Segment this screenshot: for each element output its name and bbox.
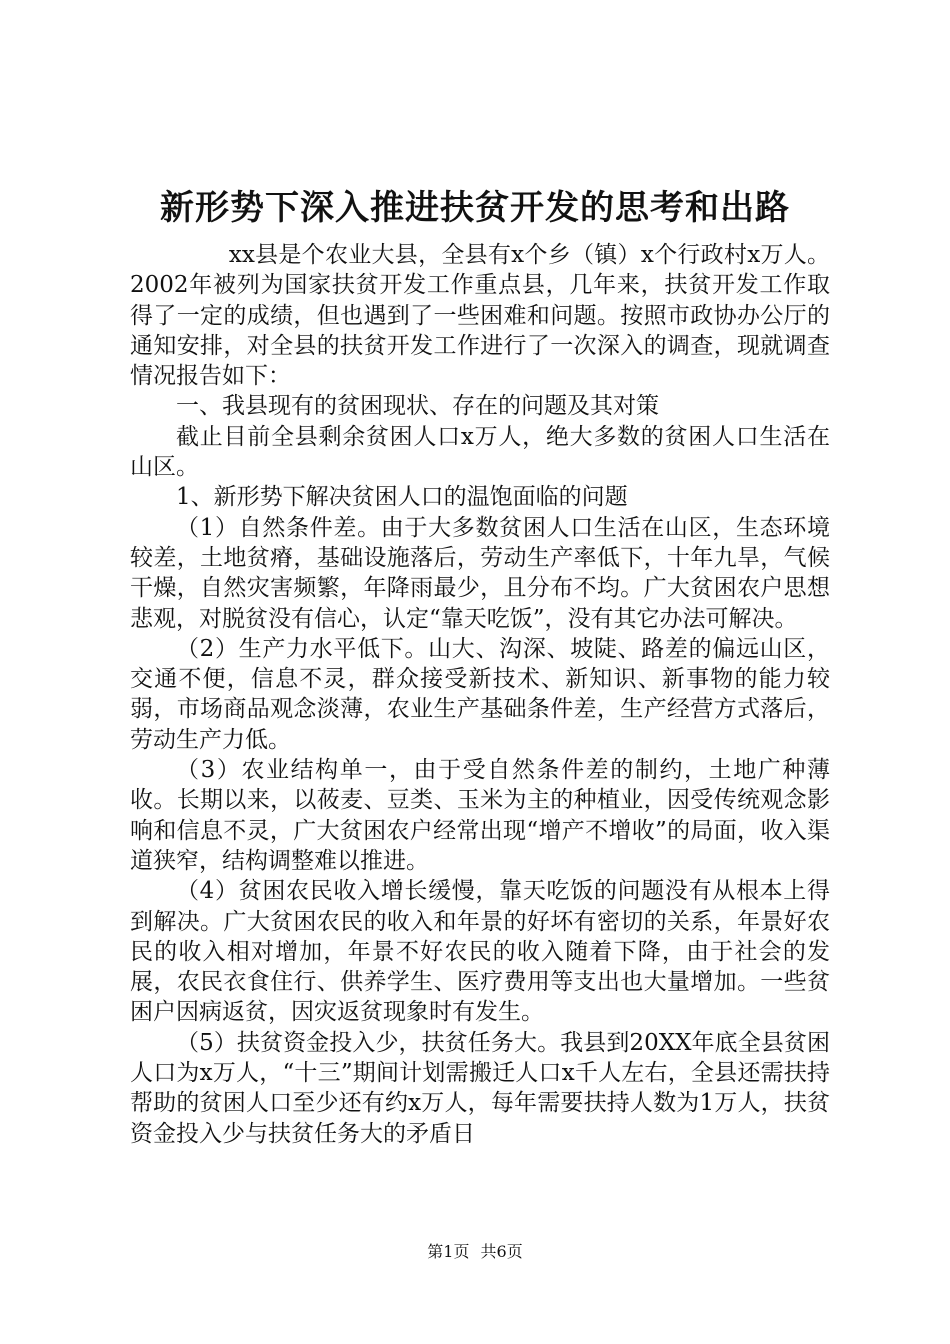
- paragraph-item-5: （5）扶贫资金投入少，扶贫任务大。我县到20XX年底全县贫困人口为x万人，“十三”期间计划需搬迁人口x千人左右，全县还需扶持帮助的贫困人口至少还有约x万人，每年需要扶持人数为1万人，扶贫资金投入少与扶贫任务大的矛盾日: [130, 1029, 830, 1147]
- subsection-heading-1: 1、新形势下解决贫困人口的温饱面临的问题: [176, 484, 628, 511]
- document-body: [130, 240, 830, 1149]
- paragraph-item-2: （2）生产力水平低下。山大、沟深、坡陡、路差的偏远山区，交通不便，信息不灵，群众接受新技术、新知识、新事物的能力较弱，市场商品观念淡薄，农业生产基础条件差，生产经营方式落后，劳动生产力低。: [130, 635, 830, 753]
- paragraph-poverty-status: 截止目前全县剩余贫困人口x万人，绝大多数的贫困人口生活在山区。: [130, 423, 830, 481]
- paragraph-item-1: （1）自然条件差。由于大多数贫困人口生活在山区，生态环境较差，土地贫瘠，基础设施落后，劳动生产率低下，十年九旱，气候干燥，自然灾害频繁，年降雨最少，且分布不均。广大贫困农户思想悲观，对脱贫没有信心，认定“靠天吃饭”，没有其它办法可解决。: [130, 514, 830, 632]
- page-footer: 第1页 共6页: [427, 1242, 523, 1261]
- document-title: 新形势下深入推进扶贫开发的思考和出路: [160, 188, 790, 228]
- paragraph-item-4: （4）贫困农民收入增长缓慢，靠天吃饭的问题没有从根本上得到解决。广大贫困农民的收入和年景的好坏有密切的关系，年景好农民的收入相对增加，年景不好农民的收入随着下降，由于社会的发展，农民衣食住行、供养学生、医疗费用等支出也大量增加。一些贫困户因病返贫，因灾返贫现象时有发生。: [130, 878, 830, 1026]
- paragraph-item-3: （3）农业结构单一，由于受自然条件差的制约，土地广种薄收。长期以来，以莜麦、豆类、玉米为主的种植业，因受传统观念影响和信息不灵，广大贫困农户经常出现“增产不增收”的局面，收入渠道狭窄，结构调整难以推进。: [130, 757, 830, 874]
- paragraph-intro: xx县是个农业大县，全县有x个乡（镇）x个行政村x万人。2002年被列为国家扶贫开发工作重点县，几年来，扶贫开发工作取得了一定的成绩，但也遇到了一些困难和问题。按照市政协办公厅的通知安排，对全县的扶贫开发工作进行了一次深入的调查，现就调查情况报告如下：: [130, 242, 830, 390]
- section-heading-1: 一、我县现有的贫困现状、存在的问题及其对策: [176, 393, 659, 420]
